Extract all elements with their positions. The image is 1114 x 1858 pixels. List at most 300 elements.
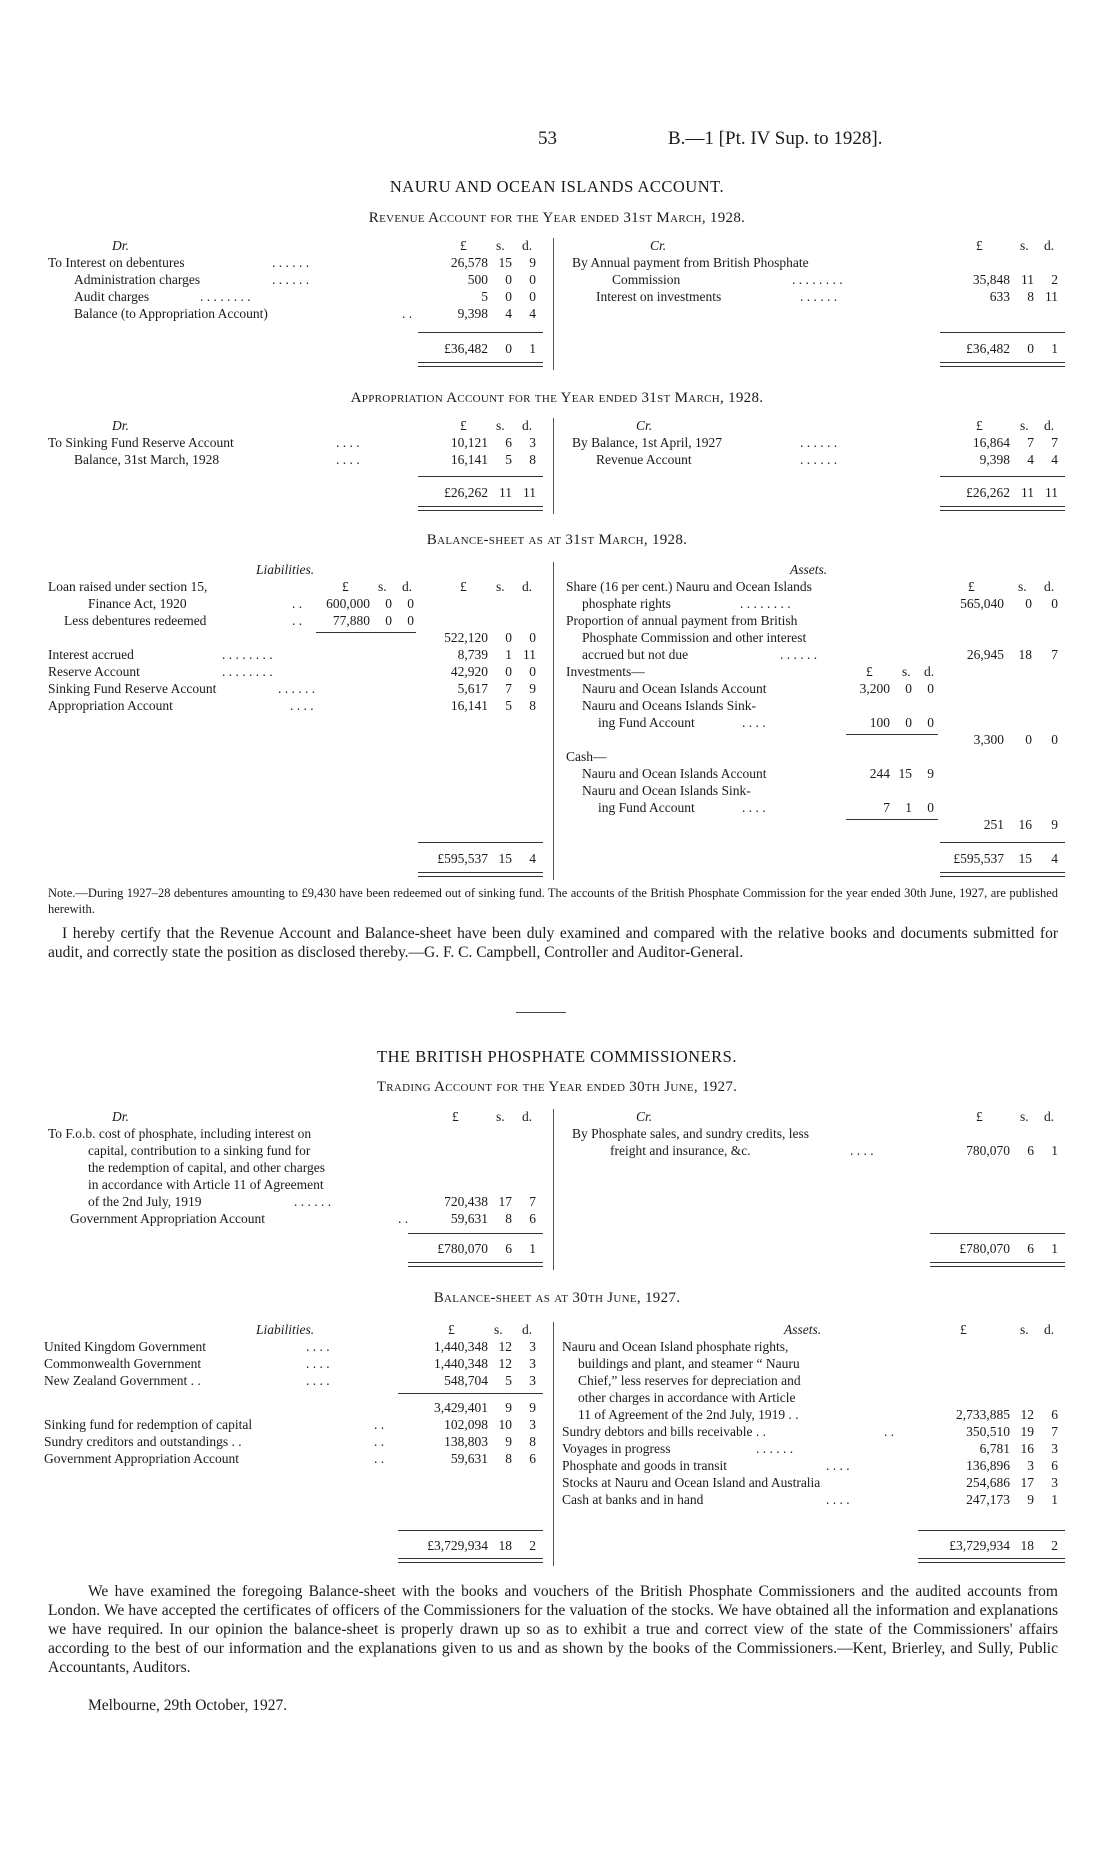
nauru-note: Note.—During 1927–28 debentures amounting to £9,430 have been redeemed out of sinking fund. The accounts of the British Phosphate Commission for the year ended 30th June, 1927, are published herewith.	[48, 886, 1058, 916]
revenue-dr-row-shillings: 0	[505, 289, 512, 304]
loan-pence-head: d.	[402, 579, 413, 594]
inv-item2-shillings: 0	[905, 715, 912, 730]
bpc-liab-row-label: New Zealand Government . .	[44, 1373, 201, 1388]
appropriation-dr-pound-head: £	[460, 418, 467, 433]
appropriation-dr-label: Dr.	[112, 418, 129, 433]
revenue-dr-row-leader: . . . . . .	[272, 272, 310, 287]
appropriation-dr-pence-head: d.	[522, 418, 533, 433]
bpc-liab2-row-pence: 6	[529, 1451, 536, 1466]
trading-dr-double-rule	[408, 1262, 543, 1267]
bpc-liab2-row-leader: . .	[374, 1417, 385, 1432]
bpc-liab-pence-head: d.	[522, 1322, 533, 1337]
appropriation-dr-row-shillings: 5	[505, 452, 512, 467]
bpc-asset-row-label: Stocks at Nauru and Ocean Island and Australia	[562, 1475, 821, 1490]
bpc-liab-subtotal-pence: 9	[529, 1400, 536, 1415]
trading-dr-item1-leader: . . . . . .	[294, 1194, 332, 1209]
bpc-liab-row-shillings: 12	[498, 1356, 512, 1371]
loan-amount-pence: 0	[407, 596, 414, 611]
appropriation-dr-total-pence: 11	[523, 485, 536, 500]
bpc-asset-row-shillings: 16	[1020, 1441, 1034, 1456]
inv-pound-head: £	[866, 664, 873, 679]
bpc-liab2-row-label: Sinking fund for redemption of capital	[44, 1417, 253, 1432]
bpc-liab-row-label: United Kingdom Government	[44, 1339, 206, 1354]
nauru-liab-total-pence: 4	[529, 851, 536, 866]
nauru-liab-row-pence: 0	[529, 664, 536, 679]
nauru-liab-rule	[418, 842, 543, 843]
trading-dr-shilling-head: s.	[496, 1109, 505, 1124]
nauru-liab-row-label: Sinking Fund Reserve Account	[48, 681, 217, 696]
revenue-dr-row-leader: . . . . . .	[272, 255, 310, 270]
revenue-cr-rule	[940, 332, 1065, 333]
loan-amount-pounds: 600,000	[326, 596, 370, 611]
bpc-asset-total-pence: 2	[1051, 1538, 1058, 1553]
inv-item1-pounds: 3,200	[859, 681, 890, 696]
bpc-liab-row-leader: . . . .	[306, 1356, 330, 1371]
asset-prop-leader: . . . . . .	[780, 647, 818, 662]
bpc-liab-total-pounds: £3,729,934	[427, 1538, 488, 1553]
appropriation-cr-row-pounds: 16,864	[972, 435, 1010, 450]
trading-cr-shilling-head: s.	[1020, 1109, 1029, 1124]
bpc-liab2-row-pence: 8	[529, 1434, 536, 1449]
nauru-liab-total-pounds: £595,537	[437, 851, 488, 866]
cash-item2-leader: . . . .	[742, 800, 766, 815]
page-number: 53	[538, 128, 557, 149]
bpc-asset-row-shillings: 17	[1020, 1475, 1034, 1490]
nauru-asset-double-rule	[940, 872, 1065, 877]
bpc-liab-row-shillings: 12	[498, 1339, 512, 1354]
revenue-dr-row-shillings: 0	[505, 272, 512, 287]
bpc-liab-pound-head: £	[448, 1322, 455, 1337]
revenue-dr-rule	[418, 332, 543, 333]
bpc-asset-row-pence: 7	[1051, 1424, 1058, 1439]
nauru-liab-row-leader: . . . . . . . .	[222, 664, 273, 679]
appropriation-dr-double-rule	[418, 506, 543, 511]
bpc-liab-row-pounds: 1,440,348	[434, 1356, 488, 1371]
trading-dr-line: in accordance with Article 11 of Agreement	[88, 1177, 324, 1192]
nauru-balance-subtitle: Balance-sheet as at 31st March, 1928.	[426, 532, 688, 548]
cash-total-pence: 9	[1051, 817, 1058, 832]
trading-dr-total-pounds: £780,070	[437, 1241, 488, 1256]
revenue-dr-row-shillings: 4	[505, 306, 512, 321]
cash-item2-pounds: 7	[883, 800, 890, 815]
asset-prop-pence: 7	[1051, 647, 1058, 662]
nauru-liab-row-pence: 11	[523, 647, 536, 662]
appropriation-cr-shilling-head: s.	[1020, 418, 1029, 433]
appropriation-cr-row-shillings: 7	[1027, 435, 1034, 450]
bpc-asset-row-pounds: 6,781	[979, 1441, 1010, 1456]
appropriation-cr-total-shillings: 11	[1021, 485, 1034, 500]
trading-cr-rule	[930, 1233, 1065, 1234]
trading-dr-line: the redemption of capital, and other charges	[88, 1160, 326, 1175]
bpc-liab-row-shillings: 5	[505, 1373, 512, 1388]
nauru-asset-total-shillings: 15	[1018, 851, 1032, 866]
asset-prop-line1: Proportion of annual payment from British	[566, 613, 798, 628]
appropriation-cr-row-pence: 7	[1051, 435, 1058, 450]
appropriation-cr-label: Cr.	[636, 418, 653, 433]
nauru-liab-row-pence: 8	[529, 698, 536, 713]
trading-dr-label: Dr.	[112, 1109, 129, 1124]
auditors-statement: We have examined the foregoing Balance-sheet with the books and vouchers of the British Phosphate Commissioners and the audited accounts from London. We have accepted the certificates of officers of the Commissioners for the valuation of the stocks. We have obtained all the information and explanations we have required. In our opinion the balance-sheet is properly drawn up so as to exhibit a true and correct view of the state of the Commissioners' affairs according to the best of our information and the explanations given to us and as shown by the books of the Commissioners.—Kent, Brierley, and Sully, Public Accountants, Auditors.	[48, 1583, 1058, 1676]
revenue-dr-row-pounds: 26,578	[450, 255, 488, 270]
revenue-cr-total-pence: 1	[1051, 341, 1058, 356]
revenue-dr-pence-head: d.	[522, 238, 533, 253]
inv-item2-pounds: 100	[869, 715, 890, 730]
loan-net-pounds: 522,120	[444, 630, 488, 645]
revenue-cr-pence-head: d.	[1044, 238, 1055, 253]
trading-cr-double-rule	[930, 1262, 1065, 1267]
nauru-asset-rule	[940, 842, 1065, 843]
appropriation-dr-row-leader: . . . .	[336, 435, 360, 450]
cash-item2-shillings: 1	[905, 800, 912, 815]
inv-total-pounds: 3,300	[973, 732, 1004, 747]
appropriation-dr-row-pounds: 10,121	[450, 435, 488, 450]
revenue-cr-total-pounds: £36,482	[966, 341, 1010, 356]
revenue-cr-row-leader: . . . . . . . .	[792, 272, 843, 287]
bpc-liab-row-pounds: 548,704	[444, 1373, 488, 1388]
cash-label: Cash—	[566, 749, 607, 764]
less-amount-shillings: 0	[385, 613, 392, 628]
appropriation-cr-total-pounds: £26,262	[966, 485, 1010, 500]
appropriation-cr-row-pounds: 9,398	[979, 452, 1010, 467]
trading-dr-line: To F.o.b. cost of phosphate, including interest on	[48, 1126, 312, 1141]
nauru-liab-row-label: Reserve Account	[48, 664, 140, 679]
trading-cr-line1: By Phosphate sales, and sundry credits, less	[572, 1126, 809, 1141]
trading-subtitle: Trading Account for the Year ended 30th June, 1927.	[376, 1079, 738, 1095]
nauru-liab-row-leader: . . . . . .	[278, 681, 316, 696]
trading-cr-line2: freight and insurance, &c.	[610, 1143, 751, 1158]
bpc-liab-shilling-head: s.	[494, 1322, 503, 1337]
inv-total-shillings: 0	[1025, 732, 1032, 747]
bpc-liab2-row-pounds: 138,803	[444, 1434, 488, 1449]
bpc-asset-rule	[918, 1530, 1065, 1531]
revenue-dr-row-pence: 0	[529, 289, 536, 304]
bpc-title: THE BRITISH PHOSPHATE COMMISSIONERS.	[377, 1047, 737, 1066]
inv-item1-label: Nauru and Ocean Islands Account	[582, 681, 767, 696]
trading-dr-item1-pounds: 720,438	[444, 1194, 488, 1209]
revenue-dr-row-label: Audit charges	[74, 289, 150, 304]
trading-cr-pence: 1	[1051, 1143, 1058, 1158]
inv-pence-head: d.	[924, 664, 935, 679]
appropriation-cr-row-label: By Balance, 1st April, 1927	[572, 435, 722, 450]
appropriation-subtitle: Appropriation Account for the Year ended 31st March, 1928.	[350, 390, 764, 406]
revenue-dr-row-pence: 4	[529, 306, 536, 321]
bpc-liab-row-pence: 3	[529, 1356, 536, 1371]
trading-dr-item2-pounds: 59,631	[450, 1211, 488, 1226]
revenue-dr-row-leader: . .	[402, 306, 413, 321]
nauru-liab-pence-head: d.	[522, 579, 533, 594]
inv-item1-shillings: 0	[905, 681, 912, 696]
revenue-dr-row-shillings: 15	[498, 255, 512, 270]
trading-cr-label: Cr.	[636, 1109, 653, 1124]
appropriation-cr-pence-head: d.	[1044, 418, 1055, 433]
appropriation-cr-rule	[940, 476, 1065, 477]
revenue-dr-row-pence: 0	[529, 272, 536, 287]
bpc-asset-first-pence: 6	[1051, 1407, 1058, 1422]
appropriation-dr-row-leader: . . . .	[336, 452, 360, 467]
less-debentures-label: Less debentures redeemed	[64, 613, 207, 628]
loan-line2: Finance Act, 1920	[88, 596, 187, 611]
revenue-cr-row-shillings: 8	[1027, 289, 1034, 304]
trading-cr-total-shillings: 6	[1027, 1241, 1034, 1256]
revenue-cr-row-pounds: 35,848	[972, 272, 1010, 287]
trading-dr-total-pence: 1	[529, 1241, 536, 1256]
cash-total-shillings: 16	[1018, 817, 1032, 832]
bpc-liab-row-leader: . . . .	[306, 1339, 330, 1354]
bpc-asset-total-shillings: 18	[1020, 1538, 1034, 1553]
bpc-liab-row-leader: . . . .	[306, 1373, 330, 1388]
bpc-asset-first-line: buildings and plant, and steamer “ Nauru	[578, 1356, 800, 1371]
bpc-asset-row-shillings: 3	[1027, 1458, 1034, 1473]
trading-dr-item1-shillings: 17	[498, 1194, 512, 1209]
bpc-liab2-row-shillings: 9	[505, 1434, 512, 1449]
bpc-balance-subtitle: Balance-sheet as at 30th June, 1927.	[433, 1290, 681, 1306]
appropriation-column-divider	[553, 418, 554, 514]
asset-share-pence: 0	[1051, 596, 1058, 611]
bpc-asset-row-pounds: 247,173	[966, 1492, 1010, 1507]
nauru-asset-shilling-head: s.	[1018, 579, 1027, 594]
appropriation-dr-row-label: To Sinking Fund Reserve Account	[48, 435, 234, 450]
revenue-dr-shilling-head: s.	[496, 238, 505, 253]
bpc-asset-first-pounds: 2,733,885	[956, 1407, 1010, 1422]
inv-shilling-head: s.	[902, 664, 911, 679]
bpc-liab-total-shillings: 18	[498, 1538, 512, 1553]
asset-prop-pounds: 26,945	[966, 647, 1004, 662]
appropriation-cr-pound-head: £	[976, 418, 983, 433]
cash-item1-shillings: 15	[898, 766, 912, 781]
asset-share-shillings: 0	[1025, 596, 1032, 611]
trading-dr-total-shillings: 6	[505, 1241, 512, 1256]
nauru-liab-row-shillings: 5	[505, 698, 512, 713]
bpc-asset-shilling-head: s.	[1020, 1322, 1029, 1337]
document-reference: B.—1 [Pt. IV Sup. to 1928].	[668, 128, 883, 149]
cash-item2-line2: ing Fund Account	[598, 800, 695, 815]
appropriation-dr-total-pounds: £26,262	[444, 485, 488, 500]
less-amount-pounds: 77,880	[332, 613, 370, 628]
trading-cr-total-pounds: £780,070	[959, 1241, 1010, 1256]
asset-share-line1: Share (16 per cent.) Nauru and Ocean Islands	[566, 579, 812, 594]
bpc-liab2-row-shillings: 10	[498, 1417, 512, 1432]
appropriation-cr-row-leader: . . . . . .	[800, 435, 838, 450]
inv-item2-line2: ing Fund Account	[598, 715, 695, 730]
trading-dr-pound-head: £	[452, 1109, 459, 1124]
appropriation-dr-row-pence: 8	[529, 452, 536, 467]
nauru-liab-row-label: Interest accrued	[48, 647, 134, 662]
bpc-asset-row-leader: . .	[884, 1424, 895, 1439]
bpc-asset-row-shillings: 19	[1020, 1424, 1034, 1439]
asset-share-line2: phosphate rights	[582, 596, 671, 611]
appropriation-dr-row-pence: 3	[529, 435, 536, 450]
nauru-title: NAURU AND OCEAN ISLANDS ACCOUNT.	[389, 177, 725, 196]
bpc-liab-row-label: Commonwealth Government	[44, 1356, 202, 1371]
bpc-liab2-row-leader: . .	[374, 1451, 385, 1466]
bpc-asset-pound-head: £	[960, 1322, 967, 1337]
bpc-liab2-row-label: Government Appropriation Account	[44, 1451, 239, 1466]
revenue-dr-label: Dr.	[112, 238, 129, 253]
bpc-asset-first-shillings: 12	[1020, 1407, 1034, 1422]
bpc-asset-row-leader: . . . . . .	[756, 1441, 794, 1456]
loan-pound-head: £	[342, 579, 349, 594]
inv-item2-line1: Nauru and Oceans Islands Sink-	[582, 698, 756, 713]
nauru-liabilities-label: Liabilities.	[256, 562, 315, 577]
revenue-cr-shilling-head: s.	[1020, 238, 1029, 253]
appropriation-dr-row-label: Balance, 31st March, 1928	[74, 452, 220, 467]
cash-item1-pounds: 244	[869, 766, 890, 781]
trading-dr-item2-shillings: 8	[505, 1211, 512, 1226]
nauru-liab-row-pence: 9	[529, 681, 536, 696]
appropriation-dr-row-shillings: 6	[505, 435, 512, 450]
nauru-liab-row-leader: . . . . . . . .	[222, 647, 273, 662]
nauru-liab-total-shillings: 15	[498, 851, 512, 866]
nauru-asset-total-pounds: £595,537	[953, 851, 1004, 866]
investments-label: Investments—	[566, 664, 645, 679]
appropriation-dr-row-pounds: 16,141	[450, 452, 488, 467]
bpc-liab-subtotal-shillings: 9	[505, 1400, 512, 1415]
loan-rule	[316, 632, 416, 633]
nauru-balance-column-divider	[553, 562, 554, 880]
loan-amount-shillings: 0	[385, 596, 392, 611]
trading-cr-shillings: 6	[1027, 1143, 1034, 1158]
loan-line1: Loan raised under section 15,	[48, 579, 208, 594]
trading-dr-line: capital, contribution to a sinking fund for	[88, 1143, 311, 1158]
bpc-asset-row-shillings: 9	[1027, 1492, 1034, 1507]
bpc-liabilities-label: Liabilities.	[256, 1322, 315, 1337]
bpc-asset-row-pence: 1	[1051, 1492, 1058, 1507]
revenue-dr-row-label: Administration charges	[74, 272, 201, 287]
bpc-asset-row-pounds: 136,896	[966, 1458, 1010, 1473]
nauru-liab-row-shillings: 7	[505, 681, 512, 696]
loan-shilling-head: s.	[378, 579, 387, 594]
bpc-liab2-row-label: Sundry creditors and outstandings . .	[44, 1434, 242, 1449]
revenue-column-divider	[553, 238, 554, 370]
cash-item1-label: Nauru and Ocean Islands Account	[582, 766, 767, 781]
inv-item2-leader: . . . .	[742, 715, 766, 730]
nauru-liab-row-pounds: 5,617	[457, 681, 488, 696]
inv-total-pence: 0	[1051, 732, 1058, 747]
revenue-dr-row-pounds: 5	[481, 289, 488, 304]
nauru-liab-row-shillings: 1	[505, 647, 512, 662]
nauru-liab-row-pounds: 16,141	[450, 698, 488, 713]
nauru-liab-row-shillings: 0	[505, 664, 512, 679]
trading-cr-pounds: 780,070	[966, 1143, 1010, 1158]
trading-dr-item2-pence: 6	[529, 1211, 536, 1226]
bpc-liab-subtotal-pounds: 3,429,401	[434, 1400, 488, 1415]
inv-item2-pence: 0	[927, 715, 934, 730]
asset-prop-line3: accrued but not due	[582, 647, 689, 662]
bpc-asset-row-label: Cash at banks and in hand	[562, 1492, 704, 1507]
cash-item2-pence: 0	[927, 800, 934, 815]
trading-cr-pound-head: £	[976, 1109, 983, 1124]
revenue-dr-pound-head: £	[460, 238, 467, 253]
nauru-liab-row-leader: . . . .	[290, 698, 314, 713]
trading-dr-item2-leader: . .	[398, 1211, 409, 1226]
nauru-liab-row-pounds: 42,920	[450, 664, 488, 679]
revenue-cr-total-shillings: 0	[1027, 341, 1034, 356]
bpc-liab2-row-pounds: 102,098	[444, 1417, 488, 1432]
revenue-dr-total-pence: 1	[529, 341, 536, 356]
auditor-general-certificate: I hereby certify that the Revenue Account and Balance-sheet have been duly examined and compared with the relative books and documents submitted for audit, and correctly state the position as disclosed thereby.—G. F. C. Campbell, Controller and Auditor-General.	[48, 925, 1058, 961]
bpc-asset-double-rule	[918, 1558, 1065, 1563]
bpc-asset-row-pounds: 254,686	[966, 1475, 1010, 1490]
bpc-asset-row-label: Sundry debtors and bills receivable . .	[562, 1424, 766, 1439]
loan-net-shillings: 0	[505, 630, 512, 645]
bpc-asset-row-leader: . . . .	[826, 1458, 850, 1473]
bpc-liab-rule	[398, 1530, 543, 1531]
bpc-liab2-row-pounds: 59,631	[450, 1451, 488, 1466]
bpc-asset-row-label: Voyages in progress	[562, 1441, 671, 1456]
bpc-asset-row-pence: 6	[1051, 1458, 1058, 1473]
revenue-cr-row-pence: 2	[1051, 272, 1058, 287]
cash-item2-line1: Nauru and Ocean Islands Sink-	[582, 783, 751, 798]
asset-share-leader: . . . . . . . .	[740, 596, 791, 611]
trading-cr-pence-head: d.	[1044, 1109, 1055, 1124]
appropriation-cr-row-shillings: 4	[1027, 452, 1034, 467]
asset-share-pounds: 565,040	[960, 596, 1004, 611]
appropriation-cr-double-rule	[940, 506, 1065, 511]
revenue-cr-pound-head: £	[976, 238, 983, 253]
bpc-asset-row-pence: 3	[1051, 1475, 1058, 1490]
trading-cr-total-pence: 1	[1051, 1241, 1058, 1256]
revenue-dr-row-leader: . . . . . . . .	[200, 289, 251, 304]
nauru-liab-pound-head: £	[460, 579, 467, 594]
less-amount-pence: 0	[407, 613, 414, 628]
appropriation-dr-shilling-head: s.	[496, 418, 505, 433]
revenue-cr-row-label: Interest on investments	[596, 289, 722, 304]
asset-prop-line2: Phosphate Commission and other interest	[582, 630, 807, 645]
revenue-cr-double-rule	[940, 362, 1065, 367]
trading-dr-pence-head: d.	[522, 1109, 533, 1124]
bpc-liab-row-pence: 3	[529, 1339, 536, 1354]
bpc-liab2-row-shillings: 8	[505, 1451, 512, 1466]
trading-dr-line: of the 2nd July, 1919	[88, 1194, 202, 1209]
bpc-liab-total-pence: 2	[529, 1538, 536, 1553]
bpc-asset-first-line: other charges in accordance with Article	[578, 1390, 796, 1405]
section-separator	[516, 1012, 566, 1013]
cash-total-pounds: 251	[983, 817, 1004, 832]
bpc-balance-column-divider	[553, 1322, 554, 1566]
revenue-subtitle: Revenue Account for the Year ended 31st March, 1928.	[368, 210, 746, 226]
bpc-liab-row-pounds: 1,440,348	[434, 1339, 488, 1354]
revenue-cr-label: Cr.	[650, 238, 667, 253]
bpc-liab-row-pence: 3	[529, 1373, 536, 1388]
revenue-cr-row-line1: By Annual payment from British Phosphate	[572, 255, 809, 270]
bpc-asset-first-line: Nauru and Ocean Island phosphate rights,	[562, 1339, 789, 1354]
revenue-dr-row-pence: 9	[529, 255, 536, 270]
revenue-cr-row-pounds: 633	[989, 289, 1010, 304]
revenue-cr-row-pence: 11	[1045, 289, 1058, 304]
inv-item1-pence: 0	[927, 681, 934, 696]
bpc-liab-double-rule	[398, 1558, 543, 1563]
appropriation-cr-row-pence: 4	[1051, 452, 1058, 467]
revenue-dr-row-label: Balance (to Appropriation Account)	[74, 306, 268, 321]
nauru-liab-double-rule	[418, 872, 543, 877]
revenue-cr-row-label: Commission	[612, 272, 681, 287]
bpc-liab2-row-leader: . .	[374, 1434, 385, 1449]
revenue-cr-row-shillings: 11	[1021, 272, 1034, 287]
revenue-dr-total-pounds: £36,482	[444, 341, 488, 356]
place-date: Melbourne, 29th October, 1927.	[88, 1697, 288, 1714]
cash-item1-pence: 9	[927, 766, 934, 781]
revenue-cr-row-leader: . . . . . .	[800, 289, 838, 304]
revenue-dr-row-pounds: 500	[467, 272, 488, 287]
appropriation-dr-rule	[418, 476, 543, 477]
revenue-dr-row-label: To Interest on debentures	[48, 255, 185, 270]
bpc-asset-total-pounds: £3,729,934	[949, 1538, 1010, 1553]
bpc-liab2-row-pence: 3	[529, 1417, 536, 1432]
trading-dr-item2-label: Government Appropriation Account	[70, 1211, 265, 1226]
bpc-assets-label: Assets.	[784, 1322, 822, 1337]
revenue-dr-total-shillings: 0	[505, 341, 512, 356]
bpc-asset-row-pence: 3	[1051, 1441, 1058, 1456]
